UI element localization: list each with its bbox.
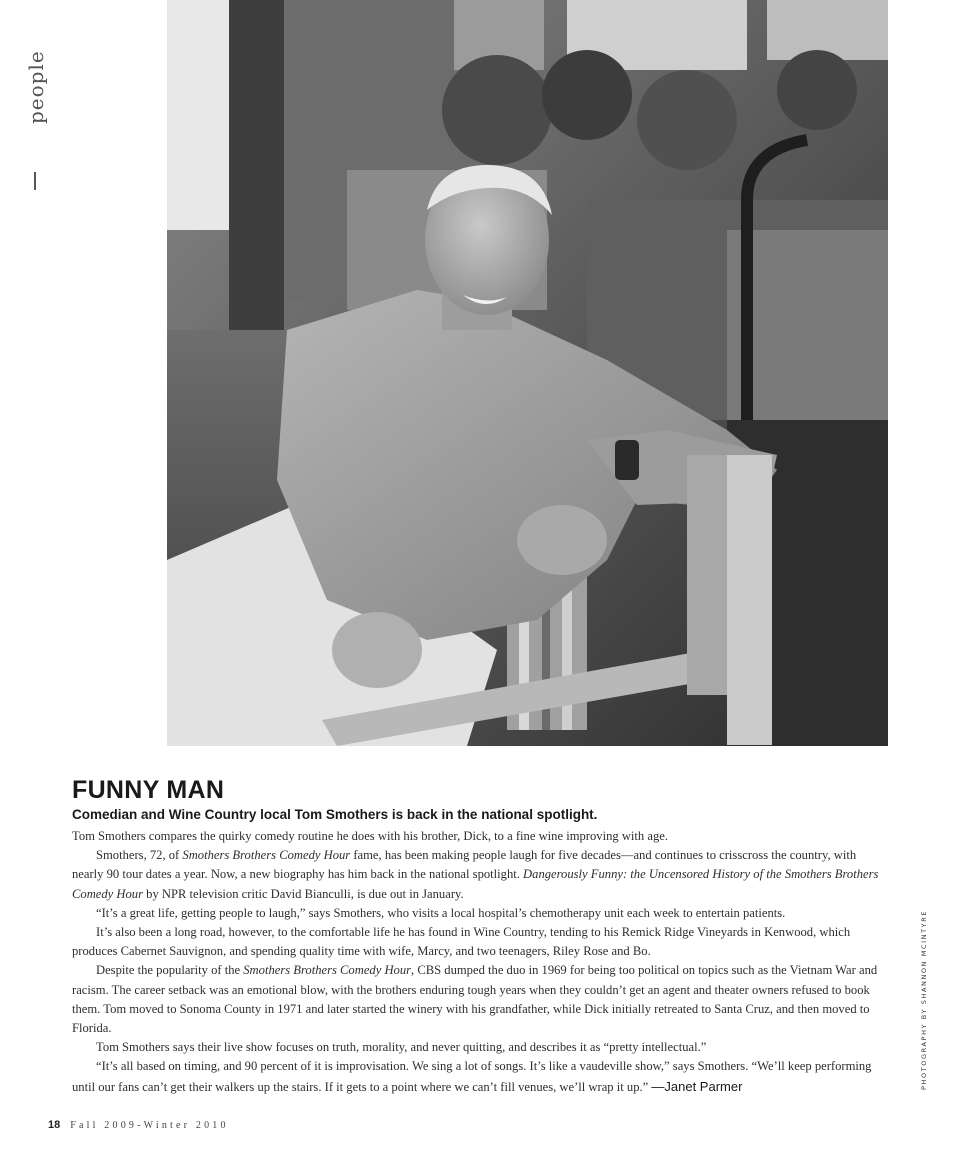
paragraph xyxy=(72,961,884,1038)
section-tab xyxy=(20,44,50,154)
section-divider xyxy=(34,172,36,190)
portrait-photo-illustration xyxy=(167,0,888,746)
article xyxy=(72,775,884,1097)
text-run: Despite the popularity of the xyxy=(96,963,244,978)
show-title: Smothers Brothers Comedy Hour xyxy=(243,963,412,978)
text-run: fame, has been making people laugh for five decades—and continues to crisscross the country, with nearly 90 tour dates a year. Now, a new biography has him back in the national spotlight. xyxy=(72,848,857,882)
page-number: 18 xyxy=(48,1119,61,1131)
text-run: , CBS dumped the duo in 1969 for being too political on topics such as the Vietnam War and racism. The career setback was an emotional blow, with the brothers enduring tough years when they couldn’t get an agent and theater owners refused to book them. Tom moved to Sonoma County in 1971 and later started the winery with his grandfather, while Dick initially retreated to Santa Cruz, and then moved to Florida. xyxy=(72,963,878,1036)
text-run: “It’s all based on timing, and 90 percent of it is improvisation. We sing a lot of songs. It’s like a vaudeville show,” says Smothers. “We’ll keep performing until our fans can’t get their walkers up the stairs. If it gets to a point where we can’t fill venues, we’ll wrap it up.” xyxy=(72,1059,872,1094)
portrait-photo xyxy=(167,0,888,746)
paragraph: Tom Smothers says their live show focuses on truth, morality, and never quitting, and describes it as “pretty intellectual.” xyxy=(96,1040,707,1055)
show-title: Smothers Brothers Comedy Hour xyxy=(182,848,351,863)
byline: —Janet Parmer xyxy=(651,1078,743,1094)
headline: FUNNY MAN xyxy=(72,776,225,804)
issue-date: Fall 2009-Winter 2010 xyxy=(70,1120,229,1131)
paragraph: “It’s a great life, getting people to laugh,” says Smothers, who visits a local hospital’s chemotherapy unit each week to entertain patients. xyxy=(96,905,786,920)
book-title: Dangerously Funny: the Uncensored History of the Smothers Brothers Comedy Hour xyxy=(72,867,879,901)
paragraph xyxy=(72,1057,884,1096)
text-run: by NPR television critic David Bianculli, is due out in January. xyxy=(143,886,464,901)
text-run: Smothers, 72, of xyxy=(96,848,183,863)
paragraph xyxy=(72,846,884,904)
paragraph: It’s also been a long road, however, to the comfortable life he has found in Wine Country, tending to his Remick Ridge Vineyards in Kenwood, which produces Cabernet Sauvignon, and spending quality time with wife, Marcy, and two teenagers, Riley Rose and Bo. xyxy=(72,925,851,959)
section-label: people xyxy=(24,50,48,124)
folio xyxy=(48,1119,229,1133)
paragraph: Tom Smothers compares the quirky comedy routine he does with his brother, Dick, to a fine wine improving with age. xyxy=(72,829,668,843)
article-body xyxy=(72,827,884,1097)
deck: Comedian and Wine Country local Tom Smothers is back in the national spotlight. xyxy=(72,807,598,822)
photo-credit: PHOTOGRAPHY BY SHANNON MCINTYRE xyxy=(920,909,928,1090)
